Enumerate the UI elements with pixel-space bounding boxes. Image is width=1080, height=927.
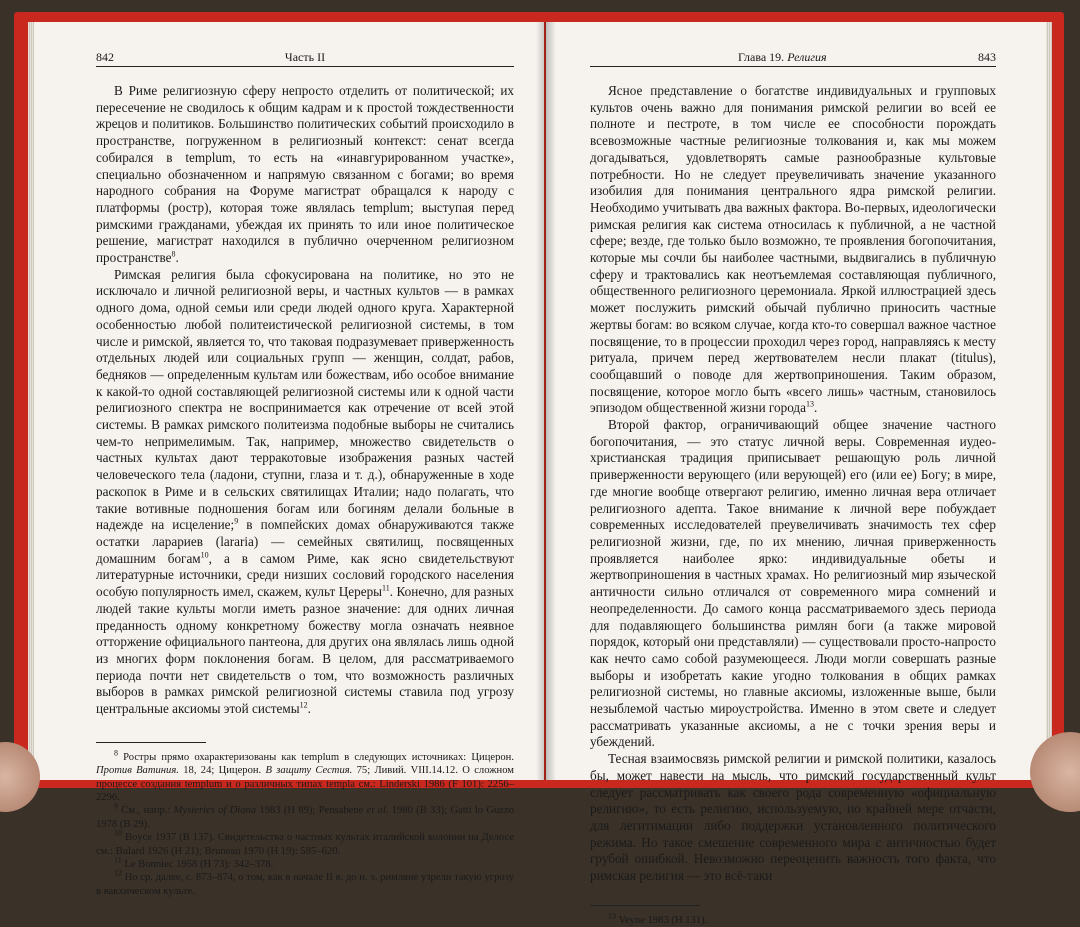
left-footnotes — [96, 748, 515, 898]
footnote-ref: 8 — [171, 249, 176, 259]
right-footnotes — [590, 911, 996, 927]
left-page — [34, 22, 544, 897]
paragraph: Ясное представление о богатстве индивидуальных и групповых культов очень важно для понимания римской религии во всей ее полноте и пестроте, в том числе ее способности порождать всевозможные частные религиозные толкования и, как мы можем догадываться, удовлетворять самые разнообразные культовые потребности. Но не следует преувеличивать значение указанного изобилия для понимания центрального ядра римской религии. Необходимо учитывать два важных фактора. Во-первых, идеологически римская религия как система относилась к публичной, а не частной сфере; везде, где только было возможно, те проявления богопочитания, которые мы сочли бы наиболее частными, выдвигались в публичную сферу и трактовались как неотъемлемая составляющая публичного, общественного религиозного церемониала. Яркой иллюстрацией здесь может послужить римский обычай публично приносить частные жертвы богам: во всяком случае, когда кто-то совершал важное частное посвящение, то в процессии проходил через город, направляясь к месту ритуала, причем перед жертвователем несли плакат (titulus), сообщавший о поводе для жертвоприношения. Таким образом, посвящение, которое могло быть «всего лишь» частным, становилось эпизодом общественной жизни города$^{13}$. — [590, 83, 996, 416]
paragraph: Второй фактор, ограничивающий общее значение частного богопочитания, — это статус личной веры. Современная иудео-христианская традиция приписывает решающую роль личной приверженности верующего (или верующей) его (или ее) Богу; в мире, где многие вообще отвергают религию, именно личная вера отличает религиозного адепта. Такое внимание к личной вере побуждает современных исследователей преувеличивать значимость тех сфер религиозной жизни, где, по их мнению, личная приверженность проявляется наиболее ярко: индивидуальные обеты и жертвоприношения в частных храмах. Но религиозный мир языческой античности сильно отличался от современного мира сомнений и неопределенности. До самого конца рассматриваемого здесь периода для подавляющего большинства римлян боги (а также мировой порядок, который они представляли) — существовали просто-напросто как нечто само собой разумеющееся. Люди могли совершать разные выборы и изобретать какие угодно толкования в общих рамках религиозной системы, но главные аксиомы, изложенные выше, были незыблемой частью мироустройства. Именно в этом свете и следует рассматривать указанные аксиомы, а не с точки зрения веры и убеждений. — [590, 417, 996, 750]
footnote: $^9$ См., напр.: Mysteries of Diana 1983 (H 89); Pensabene et al. 1980 (B 33); Gatti lo Guzzo 1978 (B 29). — [96, 801, 514, 830]
footnote: $^{13}$ Veyne 1983 (H 131). — [608, 911, 708, 926]
footnote: $^{12}$ Но ср. далее, с. 873–874, о том, как в начале II в. до н. э. римляне узрели такую угрозу в вакхическом культе. — [96, 868, 514, 897]
page-number: 842 — [96, 50, 114, 64]
footnote: $^{10}$ Boyce 1937 (B 137). Свидетельства о частных культах италийской колонии на Делосе см.: Bulard 1926 (H 21); Bruneau 1970 (H 19): 585–620. — [96, 828, 514, 857]
footnote-divider — [96, 742, 206, 743]
paragraph: В Риме религиозную сферу непросто отделить от политической; их пересечение не сводилось к общим кадрам и к простой тождественности жрецов и политиков. Большинство политических событий происходило в пространстве, погруженном в религиозный контекст: сенат всегда собирался в templum, то есть на «инавгурированном участке», специально обозначенном и напрямую связанном с богами; во время народного собрания на Форуме магистрат обращался к народу с платформы (ростр), которая тоже являлась templum; выступая перед римскими гражданами, убеждая их принять то или иное политическое решение, магистрат находился в публично очерченном религиозном пространстве$^8$. — [96, 83, 514, 266]
footnote-ref: 10 — [200, 550, 209, 560]
left-running-head — [96, 50, 514, 67]
footnote-ref: 13 — [805, 399, 814, 409]
part-title: Часть II — [284, 50, 326, 64]
footnote: $^{11}$ Le Bonniec 1958 (H 73): 342–378. — [114, 855, 274, 870]
right-running-head — [590, 50, 996, 67]
right-body-text — [590, 83, 996, 885]
left-body-text — [96, 83, 514, 718]
footnote-ref: 9 — [234, 516, 239, 526]
footnote-divider — [590, 905, 700, 906]
footnote-ref: 11 — [382, 583, 390, 593]
right-page — [546, 22, 1046, 926]
paragraph: Тесная взаимосвязь римской религии и римской политики, казалось бы, может навести на мысль, что римский государственный культ следует рассматривать как своего рода современную «официальную религию», то есть религию, используемую, по крайней мере отчасти, для легитимации либо поддержки установленного политического режима. Но такое смешение современного мира с античностью будет грубой ошибкой. Невозможно переоценить важность того факта, что римская религия — это всё-таки — [590, 751, 996, 884]
paragraph: Римская религия была сфокусирована на политике, но это не исключало и личной религиозной веры, и частных культов — в рамках одного дома, одной семьи или среди людей одного круга. Характерной особенностью любой политеистической религиозной системы, в том числе и римской, является то, что таковая подразумевает приверженность отдельных людей или социальных групп — женщин, солдат, рабов, бедняков — определенным культам или божествам, ибо особое внимание к какой-то одной составляющей религиозной системы или к одной части религиозного спектра не воспринимается как отречение от всей этой системы. В рамках римского политеизма подобные выборы не считались чем-то непримелимым. Так, например, множество свидетельств о частных культах дают терракотовые изображения разных частей человеческого тела (ладони, ступни, глаза и т. д.), обнаруженные в ходе раскопок в Риме и в сельских святилищах Италии; надо полагать, что такие вотивные подношения богам или богиням делали больные в надежде на исцеление;$^9$ в помпейских домах обнаруживаются также остатки ларариев (lararia) — семейных святилищ, посвященных домашним богам$^{10}$, а в самом Риме, как ясно свидетельствуют литературные источники, среди низших сословий городского населения особую популярность имел, скажем, культ Цереры$^{11}$. Конечно, для разных людей такие культы могли иметь разное значение: для одних личная преданность одному конкретному божеству могла означать неявное отторжение официального пантеона, для других она являлась лишь одной из многих форм поклонения богам. В целом, для рассматриваемого периода почти нет свидетельств о том, что возможность различных выборов в рамках римской религиозной системы ставила под угрозу центральные аксиомы этой системы$^{12}$. — [96, 266, 515, 717]
page-number: 843 — [978, 50, 996, 64]
footnote: $^8$ Ростры прямо охарактеризованы как templum в следующих источниках: Цицерон. Против Ватиния. 18, 24; Цицерон. В защиту Сестия. 75; Ливий. VIII.14.12. О сложном процессе создания templum и о различных типах templa см.: Linderski 1986 (F 101): 2256–2296. — [96, 748, 515, 803]
chapter-title: Глава 19. Религия — [738, 50, 827, 64]
footnote-ref: 12 — [299, 700, 308, 710]
